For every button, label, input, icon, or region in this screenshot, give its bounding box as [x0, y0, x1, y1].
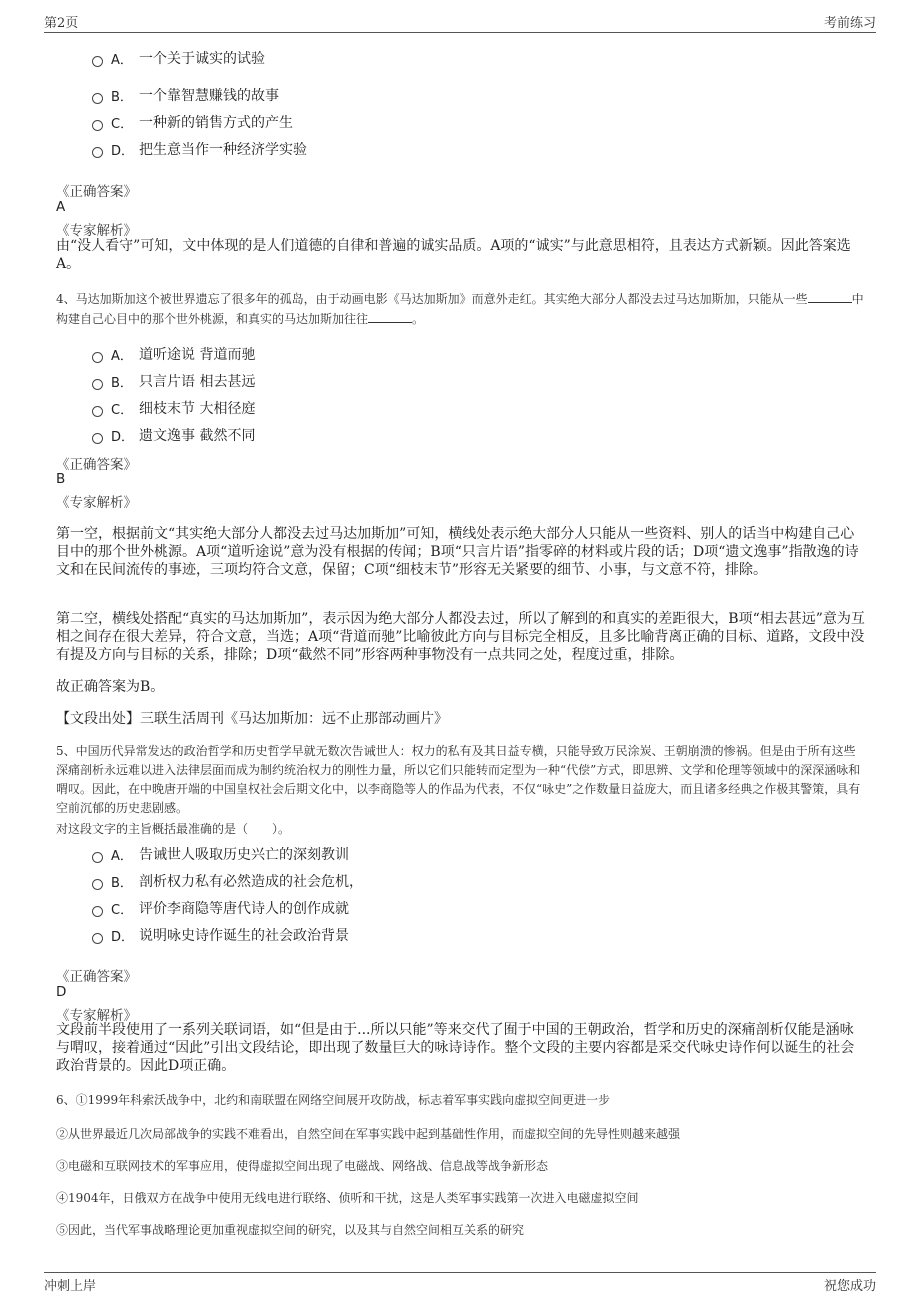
radio-icon[interactable]	[92, 120, 103, 131]
option-text: 道听途说 背道而驰	[139, 347, 256, 363]
option-letter: D．	[111, 929, 135, 945]
option-text: 评价李商隐等唐代诗人的创作成就	[139, 901, 349, 917]
radio-icon[interactable]	[92, 147, 103, 158]
analysis-text: 文段前半段使用了一系列关联词语，如“但是由于...所以只能”等来交代了囿于中国的王朝政治，哲学和历史的深痛剖析仅能是涵咏与喟叹，接着通过“因此”引出文段结论，即出现了数量巨大的咏诗诗作。整个文段的主要内容都是采交代咏史诗作何以诞生的社会政治背景的。因此D项正确。	[56, 1022, 855, 1074]
q4-option-a[interactable]	[92, 344, 255, 364]
statement-line: ⑤因此，当代军事战略理论更加重视虚拟空间的研究，以及其与自然空间相互关系的研究	[56, 1223, 525, 1237]
option-letter: A．	[111, 848, 133, 864]
option-text: 一种新的销售方式的产生	[139, 115, 293, 131]
question-stem	[56, 289, 866, 329]
option-text: 告诫世人吸取历史兴亡的深刻教训	[139, 847, 349, 863]
answer-label: 《正确答案》	[56, 457, 137, 473]
radio-icon[interactable]	[92, 352, 103, 363]
stem-part: 中构建自己心目中的那个世外桃源，和真实的马达加斯加往往	[56, 292, 864, 326]
answer-value: A	[56, 199, 66, 215]
option-letter: A．	[111, 52, 133, 68]
q3-option-d[interactable]	[92, 139, 307, 159]
radio-icon[interactable]	[92, 879, 103, 890]
radio-icon[interactable]	[92, 379, 103, 390]
option-letter: A．	[111, 348, 133, 364]
option-text: 一个关于诚实的试验	[139, 51, 265, 67]
option-letter: C．	[111, 902, 134, 918]
statement-line: ②从世界最近几次局部战争的实践不难看出，自然空间在军事实践中起到基础性作用，而虚拟空间的先导性则越来越强	[56, 1127, 681, 1141]
q3-option-c[interactable]	[92, 112, 293, 132]
q4-option-c[interactable]	[92, 398, 255, 418]
analysis-conclusion: 故正确答案为B。	[56, 679, 165, 695]
radio-icon[interactable]	[92, 852, 103, 863]
footer-left: 冲刺上岸	[44, 1279, 97, 1294]
radio-icon[interactable]	[92, 906, 103, 917]
option-letter: B．	[111, 89, 133, 105]
option-letter: B．	[111, 375, 133, 391]
analysis-label: 《专家解析》	[56, 223, 137, 239]
option-letter: D．	[111, 429, 135, 445]
footer-right: 祝您成功	[823, 1279, 876, 1294]
option-letter: C．	[111, 402, 134, 418]
answer-label: 《正确答案》	[56, 969, 137, 985]
statement-line: ④1904年，日俄双方在战争中使用无线电进行联络、侦听和干扰，这是人类军事实践第一次进入电磁虚拟空间	[56, 1191, 639, 1205]
blank-line	[368, 310, 412, 323]
statement-line: 6、①1999年科索沃战争中，北约和南联盟在网络空间展开攻防战，标志着军事实践向虚拟空间更进一步	[56, 1093, 611, 1107]
radio-icon[interactable]	[92, 406, 103, 417]
option-text: 遗文逸事 截然不同	[139, 428, 256, 444]
option-letter: D．	[111, 143, 135, 159]
radio-icon[interactable]	[92, 93, 103, 104]
q4-option-d[interactable]	[92, 425, 255, 445]
page-header	[44, 12, 876, 33]
analysis-label: 《专家解析》	[56, 1008, 137, 1024]
option-text: 只言片语 相去甚远	[139, 374, 256, 390]
q3-option-b[interactable]	[92, 85, 279, 105]
answer-value: B	[56, 471, 66, 487]
option-text: 说明咏史诗作诞生的社会政治背景	[139, 928, 349, 944]
analysis-label: 《专家解析》	[56, 495, 137, 511]
q3-option-a[interactable]	[92, 48, 265, 68]
page-footer	[44, 1272, 876, 1295]
answer-label: 《正确答案》	[56, 184, 137, 200]
statement-line: ③电磁和互联网技术的军事应用，使得虚拟空间出现了电磁战、网络战、信息战等战争新形态	[56, 1159, 549, 1173]
option-text: 剖析权力私有必然造成的社会危机，	[139, 874, 363, 890]
q5-option-c[interactable]	[92, 898, 349, 918]
option-text: 一个靠智慧赚钱的故事	[139, 88, 279, 104]
source-note: 【文段出处】三联生活周刊《马达加斯加：远不止那部动画片》	[56, 711, 448, 727]
option-text: 细枝末节 大相径庭	[139, 401, 256, 417]
radio-icon[interactable]	[92, 933, 103, 944]
q4-option-b[interactable]	[92, 371, 255, 391]
question-prompt: 对这段文字的主旨概括最准确的是（ ）。	[56, 822, 291, 836]
option-letter: C．	[111, 116, 134, 132]
answer-value: D	[56, 984, 67, 1000]
stem-part: 4、马达加斯加这个被世界遗忘了很多年的孤岛，由于动画电影《马达加斯加》而意外走红。其实绝大部分人都没去过马达加斯加，只能从一些	[56, 292, 808, 306]
option-text: 把生意当作一种经济学实验	[139, 142, 307, 158]
analysis-text: 由“没人看守”可知，文中体现的是人们道德的自律和普遍的诚实品质。A项的“诚实”与此意思相符，且表达方式新颖。因此答案选A。	[56, 238, 851, 272]
q5-option-b[interactable]	[92, 871, 363, 891]
radio-icon[interactable]	[92, 433, 103, 444]
analysis-paragraph: 第一空，根据前文“其实绝大部分人都没去过马达加斯加”可知，横线处表示绝大部分人只能从一些资料、别人的话当中构建自己心目中的那个世外桃源。A项“道听途说”意为没有根据的传闻；B项“只言片语”指零碎的材料或片段的话；D项“遗文逸事”指散逸的诗文和在民间流传的事迹，三项均符合文意，保留；C项“细枝末节”形容无关紧要的细节、小事，与文意不符，排除。	[56, 526, 859, 578]
q5-option-a[interactable]	[92, 844, 349, 864]
radio-icon[interactable]	[92, 56, 103, 67]
stem-part: 。	[412, 312, 425, 326]
option-letter: B．	[111, 875, 133, 891]
question-stem: 5、中国历代异常发达的政治哲学和历史哲学早就无数次告诫世人：权力的私有及其日益专横，只能导致万民涂炭、王朝崩溃的惨祸。但是由于所有这些深痛剖析永远难以进入法律层面而成为制约统治权力的刚性力量，所以它们只能转而定型为一种“代偿”方式，即思辨、文学和伦理等领域中的深深涵咏和喟叹。因此，在中晚唐开端的中国皇权社会后期文化中，以李商隐等人的作品为代表，不仅“咏史”之作数量日益庞大，而且诸多经典之作极其警策，具有空前沉郁的历史悲剧感。	[56, 744, 861, 815]
blank-line	[808, 290, 852, 303]
header-title: 考前练习	[823, 16, 876, 31]
page-number: 第2页	[44, 16, 79, 31]
analysis-paragraph: 第二空，横线处搭配“真实的马达加斯加”，表示因为绝大部分人都没去过，所以了解到的和真实的差距很大，B项“相去甚远”意为互相之间存在很大差异，符合文意，当选；A项“背道而驰”比喻彼此方向与目标完全相反，且多比喻背离正确的目标、道路，文段中没有提及方向与目标的关系，排除；D项“截然不同”形容两种事物没有一点共同之处，程度过重，排除。	[56, 611, 865, 663]
q5-option-d[interactable]	[92, 925, 349, 945]
